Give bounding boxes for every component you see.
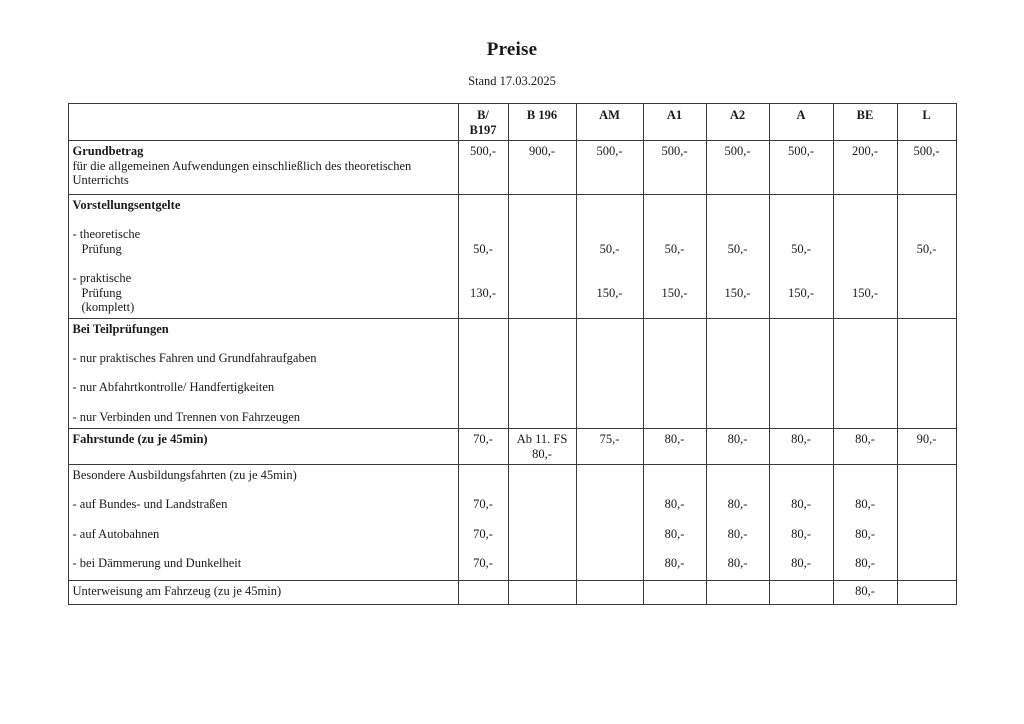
row-item: - nur Abfahrtkontrolle/ Handfertigkeiten (72, 380, 275, 395)
price-cell (897, 581, 956, 605)
price-value (513, 556, 572, 571)
price-value: 150,- (851, 285, 879, 300)
price-cell (833, 318, 897, 428)
price-note: Ab 11. FS (516, 431, 568, 446)
price-cell (508, 465, 576, 581)
price-value (902, 497, 952, 512)
price-value (648, 584, 702, 599)
price-cell (508, 428, 576, 464)
price-value: 50,- (664, 241, 685, 256)
price-cell (706, 141, 769, 195)
price-value: 500,- (596, 144, 623, 159)
price-value: 500,- (661, 144, 688, 159)
price-cell (576, 465, 643, 581)
price-cell (576, 195, 643, 319)
price-value: 500,- (913, 144, 940, 159)
price-cell (706, 465, 769, 581)
price-value: 150,- (724, 285, 751, 300)
price-value: 80,- (727, 431, 748, 446)
price-cell (576, 141, 643, 195)
row-label-besondere (68, 465, 458, 581)
row-description-line: Unterrichts (72, 173, 129, 188)
col-header-a1: A1 (643, 104, 706, 141)
price-value: 150,- (661, 285, 688, 300)
price-value: 80,- (791, 555, 811, 570)
price-value (581, 497, 639, 512)
price-value: 80,- (664, 555, 685, 570)
price-value: 130,- (469, 285, 497, 300)
date-stand: Stand 17.03.2025 (468, 74, 556, 88)
price-value: 70,- (473, 431, 493, 446)
price-cell (769, 428, 833, 464)
row-item: (komplett) (81, 300, 135, 315)
price-cell (897, 465, 956, 581)
price-value: 80,- (855, 431, 875, 446)
price-value: 80,- (664, 431, 685, 446)
price-value: 80,- (855, 584, 875, 599)
price-value: 50,- (727, 241, 748, 256)
price-cell (458, 141, 508, 195)
price-value: 80,- (664, 526, 685, 541)
price-value: 80,- (727, 555, 748, 570)
price-value: 70,- (473, 497, 493, 512)
price-cell (643, 428, 706, 464)
col-header-l: L (897, 104, 956, 141)
price-value (902, 527, 952, 542)
row-description-line: für die allgemeinen Aufwendungen einschließlich des theoretischen (72, 158, 412, 173)
price-value (513, 584, 572, 599)
price-cell (833, 428, 897, 464)
price-cell (706, 318, 769, 428)
price-value (838, 242, 893, 257)
price-value (513, 286, 572, 301)
price-value: 80,- (791, 526, 811, 541)
price-value: 50,- (599, 241, 620, 256)
col-header-a2: A2 (706, 104, 769, 141)
table-header-row (68, 104, 956, 141)
row-label-grundbetrag (68, 141, 458, 195)
row-item: Prüfung (81, 285, 122, 300)
col-header-b-b197 (458, 104, 508, 141)
price-cell (897, 318, 956, 428)
price-value: 80,- (791, 497, 811, 512)
col-header-b196: B 196 (508, 104, 576, 141)
price-value: 80,- (855, 526, 875, 541)
col-header-line: B/ (477, 108, 489, 122)
row-item: - praktische (72, 271, 132, 286)
row-fahrstunde (68, 428, 956, 464)
row-item: - auf Autobahnen (72, 526, 160, 541)
price-value (902, 584, 952, 599)
price-cell (508, 141, 576, 195)
price-value: 900,- (528, 144, 556, 159)
price-cell (508, 195, 576, 319)
price-value (463, 584, 504, 599)
price-cell (458, 465, 508, 581)
row-grundbetrag (68, 141, 956, 195)
price-value (902, 286, 952, 301)
price-cell (833, 465, 897, 581)
row-item: - theoretische (72, 227, 141, 242)
price-cell (508, 581, 576, 605)
price-value: 80,- (727, 526, 748, 541)
price-cell (769, 195, 833, 319)
price-value (711, 584, 765, 599)
price-cell (458, 581, 508, 605)
price-value (513, 242, 572, 257)
row-item: - nur praktisches Fahren und Grundfahraufgaben (72, 351, 317, 366)
price-cell (643, 581, 706, 605)
price-cell (769, 318, 833, 428)
price-cell (769, 465, 833, 581)
price-cell (576, 318, 643, 428)
price-cell (769, 581, 833, 605)
price-cell (458, 195, 508, 319)
price-cell (576, 581, 643, 605)
price-cell (643, 141, 706, 195)
row-title: Bei Teilprüfungen (72, 321, 169, 336)
col-header-be: BE (833, 104, 897, 141)
price-cell (833, 195, 897, 319)
price-value: 50,- (473, 241, 493, 256)
row-label-unterweisung (68, 581, 458, 605)
price-cell (769, 141, 833, 195)
page-title: Preise (486, 39, 538, 60)
price-value (513, 497, 572, 512)
row-label-fahrstunde (68, 428, 458, 464)
row-unterweisung (68, 581, 956, 605)
price-cell (643, 465, 706, 581)
row-label-vorstellungsentgelte (68, 195, 458, 319)
price-cell (458, 428, 508, 464)
price-cell (706, 581, 769, 605)
price-value: 500,- (787, 144, 815, 159)
row-item: - bei Dämmerung und Dunkelheit (72, 555, 242, 570)
price-value: 80,- (532, 446, 552, 461)
price-value: 150,- (787, 285, 815, 300)
price-cell (706, 195, 769, 319)
col-header-line: B197 (469, 122, 497, 137)
corner-cell (68, 104, 458, 141)
row-item: Prüfung (81, 241, 122, 256)
price-value: 80,- (727, 497, 748, 512)
row-besondere-ausbildungsfahrten (68, 465, 956, 581)
row-item: - auf Bundes- und Landstraßen (72, 497, 228, 512)
price-cell (576, 428, 643, 464)
price-value (581, 556, 639, 571)
price-cell (643, 195, 706, 319)
row-label-teilpruefungen (68, 318, 458, 428)
price-value: 90,- (916, 431, 937, 446)
price-value: 500,- (469, 144, 497, 159)
price-value: 80,- (855, 497, 875, 512)
price-value: 80,- (855, 555, 875, 570)
col-header-a: A (769, 104, 833, 141)
price-cell (508, 318, 576, 428)
price-value (581, 584, 639, 599)
price-cell (833, 141, 897, 195)
price-value: 80,- (791, 431, 811, 446)
price-cell (897, 428, 956, 464)
row-title: Unterweisung am Fahrzeug (zu je 45min) (72, 584, 282, 599)
price-value: 150,- (596, 285, 623, 300)
price-value: 50,- (916, 241, 937, 256)
row-title: Besondere Ausbildungsfahrten (zu je 45min) (72, 468, 297, 483)
row-teilpruefungen (68, 318, 956, 428)
price-value: 75,- (599, 431, 620, 446)
price-value (513, 527, 572, 542)
price-value (774, 584, 829, 599)
price-cell (833, 581, 897, 605)
price-value: 80,- (664, 497, 685, 512)
row-item: - nur Verbinden und Trennen von Fahrzeugen (72, 409, 301, 424)
price-table (68, 103, 957, 605)
price-value: 70,- (473, 526, 493, 541)
row-title: Vorstellungsentgelte (72, 198, 181, 213)
price-value (581, 527, 639, 542)
price-cell (897, 141, 956, 195)
price-cell (897, 195, 956, 319)
price-value: 50,- (791, 241, 811, 256)
price-cell (458, 318, 508, 428)
row-vorstellungsentgelte (68, 195, 956, 319)
price-cell (706, 428, 769, 464)
price-value: 500,- (724, 144, 751, 159)
price-value: 70,- (473, 555, 493, 570)
price-value (902, 556, 952, 571)
row-title: Grundbetrag (72, 144, 144, 159)
row-title: Fahrstunde (zu je 45min) (72, 431, 208, 446)
price-value: 200,- (851, 144, 879, 159)
price-cell (643, 318, 706, 428)
col-header-am: AM (576, 104, 643, 141)
